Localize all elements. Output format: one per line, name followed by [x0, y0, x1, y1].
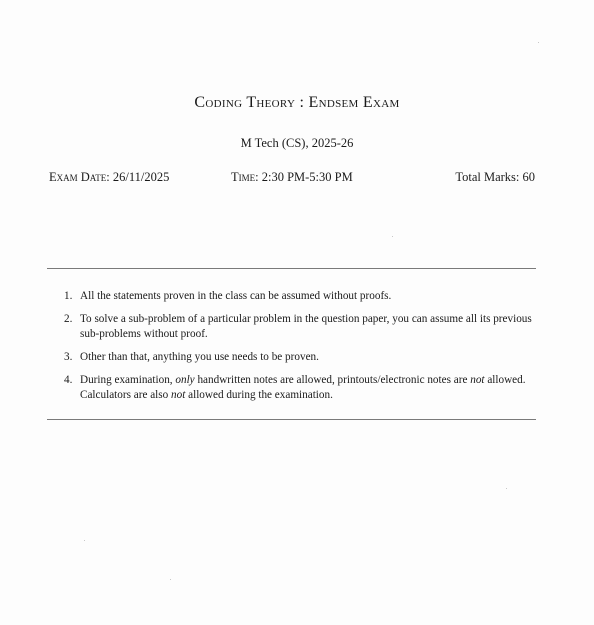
emphasis-only: only: [175, 374, 195, 386]
scan-speck: [506, 488, 507, 489]
instruction-number: 4.: [64, 374, 73, 386]
exam-subtitle: M Tech (CS), 2025-26: [240, 136, 354, 150]
emphasis-not: not: [171, 389, 186, 401]
instructions-list: [60, 289, 540, 411]
instruction-number: 3.: [64, 351, 73, 363]
emphasis-not: not: [470, 374, 485, 386]
exam-date: [49, 170, 169, 185]
instruction-item: [60, 350, 540, 365]
top-divider: [47, 268, 536, 269]
instruction-text-part: allowed during the examination.: [185, 389, 333, 401]
instruction-item: [60, 373, 540, 403]
instruction-text-part: allowed. Calculators are also: [80, 374, 526, 401]
exam-time-label: Time:: [231, 170, 259, 184]
instruction-number: 1.: [64, 290, 73, 302]
scan-speck: [538, 42, 539, 43]
instruction-text: Other than that, anything you use needs to be proven.: [80, 351, 319, 363]
instruction-text: [80, 374, 526, 401]
exam-date-label: Exam Date:: [49, 170, 110, 184]
exam-title: Coding Theory : Endsem Exam: [194, 94, 400, 111]
total-marks-label: Total Marks:: [455, 170, 520, 184]
instruction-item: [60, 289, 540, 304]
scan-speck: [84, 540, 85, 541]
exam-time-value: 2:30 PM-5:30 PM: [261, 170, 353, 184]
scan-speck: [392, 236, 393, 237]
instruction-item: [60, 312, 540, 342]
instruction-text: All the statements proven in the class can be assumed without proofs.: [80, 290, 392, 302]
total-marks: [455, 170, 535, 185]
instruction-number: 2.: [64, 313, 73, 325]
total-marks-value: 60: [522, 170, 535, 184]
bottom-divider: [47, 419, 536, 420]
exam-date-value: 26/11/2025: [112, 170, 170, 184]
exam-meta-row: [49, 170, 535, 186]
instruction-text-part: During examination,: [80, 374, 176, 386]
instruction-text: To solve a sub-problem of a particular problem in the question paper, you can assume all its previous sub-problems without proof.: [80, 313, 532, 340]
scan-speck: [170, 579, 171, 580]
instruction-text-part: handwritten notes are allowed, printouts/electronic notes are: [194, 374, 471, 386]
exam-time: [231, 170, 353, 185]
